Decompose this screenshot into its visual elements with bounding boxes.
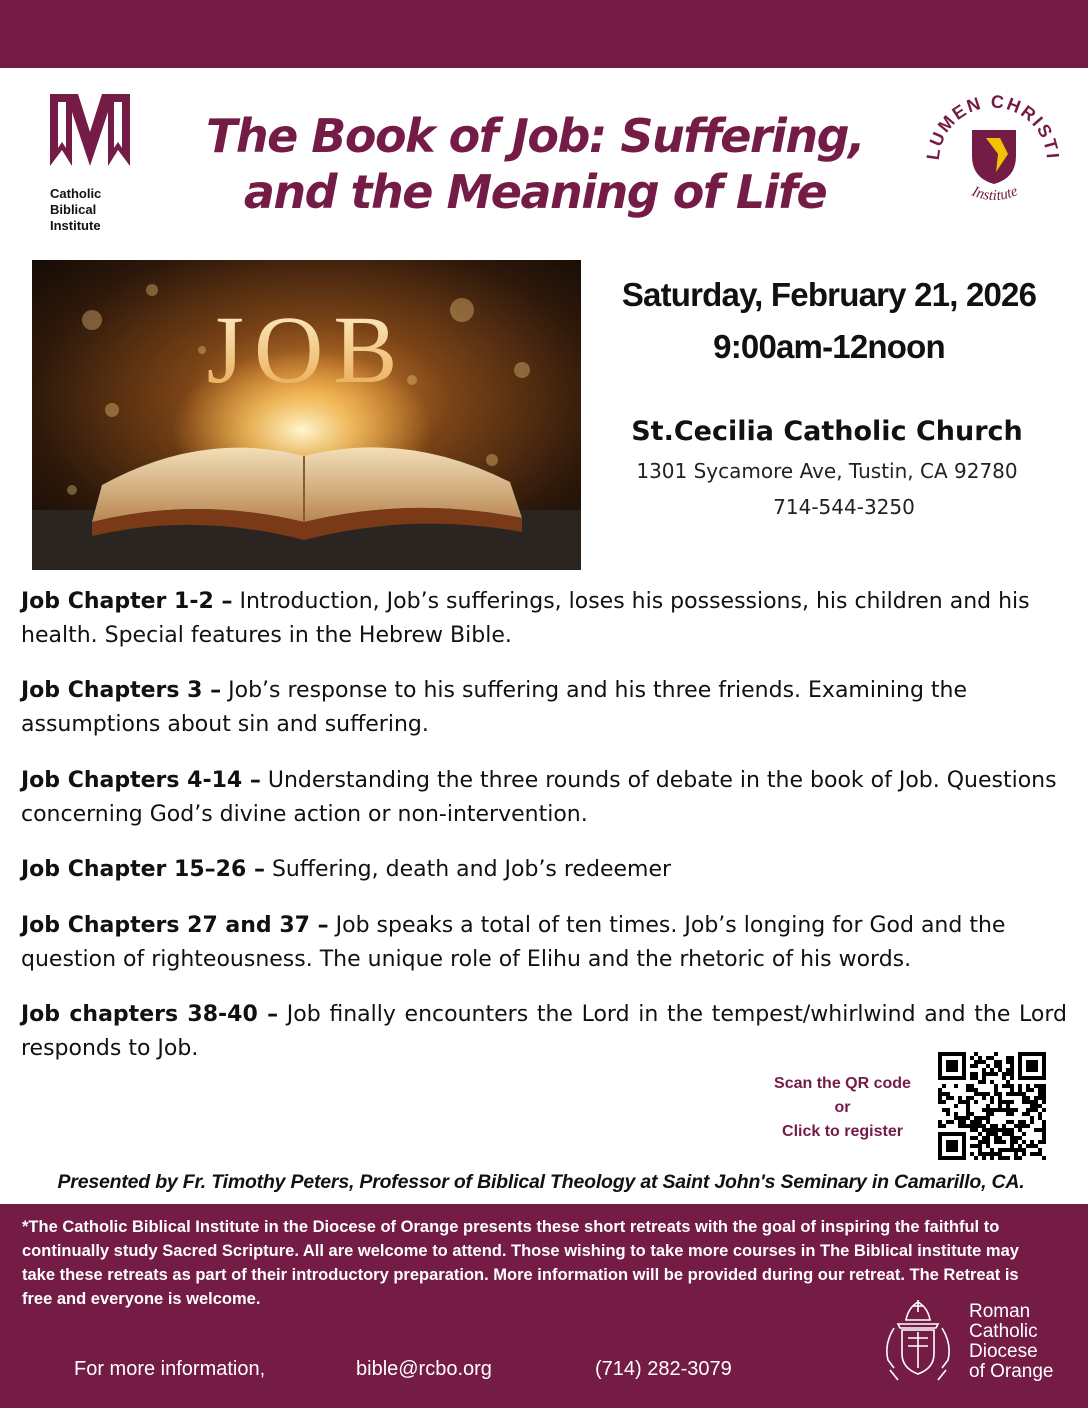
cbi-name-line: Institute: [50, 218, 101, 233]
seal-top-text: LUMEN CHRISTI: [922, 91, 1064, 162]
event-time: 9:00am-12noon: [713, 328, 945, 365]
chapter-description: Job’s response to his suffering and his three friends. Examining the assumptions about sin and suffering.: [21, 678, 968, 737]
cbi-mark-icon: [48, 92, 132, 178]
lumen-christi-seal: [918, 84, 1066, 214]
venue-address: 1301 Sycamore Ave, Tustin, CA 92780: [636, 459, 1018, 483]
venue-phone: 714-544-3250: [773, 495, 915, 519]
hero-image: [32, 260, 581, 570]
chapter-item: [21, 853, 1067, 887]
chapter-heading: Job Chapter 15–26 –: [21, 857, 265, 882]
qr-scan-label[interactable]: Scan the QR code: [774, 1075, 911, 1092]
title-line-1: The Book of Job: Suffering,: [205, 109, 865, 163]
page-title: [150, 108, 920, 220]
diocese-name-line: Diocese: [969, 1341, 1038, 1362]
diocese-crest-icon: [880, 1298, 956, 1382]
chapter-list: [21, 585, 1067, 1066]
chapter-item: [21, 585, 1067, 653]
footer-info-label: For more information,: [74, 1358, 266, 1380]
title-line-2: and the Meaning of Life: [243, 165, 827, 219]
chapter-heading: Job Chapters 3 –: [21, 678, 222, 703]
footer-phone: (714) 282-3079: [595, 1358, 732, 1380]
chapter-item: [21, 998, 1067, 1066]
chapter-heading: Job Chapter 1-2 –: [21, 589, 233, 614]
chapter-description: Understanding the three rounds of debate in the book of Job. Questions concerning God’s divine action or non-intervention.: [21, 768, 1057, 827]
chapter-item: [21, 674, 1067, 742]
chapter-description: Introduction, Job’s sufferings, loses his possessions, his children and his health. Special features in the Hebrew Bible.: [21, 589, 1030, 648]
qr-code[interactable]: [938, 1052, 1046, 1160]
cbi-logo: [48, 92, 138, 237]
diocese-name: [969, 1302, 1054, 1382]
presenter-credit: Presented by Fr. Timothy Peters, Professor of Biblical Theology at Saint John's Seminary in Camarillo, CA.: [57, 1171, 1025, 1193]
hero-word: JOB: [206, 296, 408, 403]
register-callout[interactable]: [745, 1072, 940, 1144]
chapter-item: [21, 764, 1067, 832]
disclaimer-text: *The Catholic Biblical Institute in the Diocese of Orange presents these short retreats with the goal of inspiring the faithful to continually study Sacred Scripture. All are welcome to attend. Those wishing to take more courses in The Biblical institute may take these retreats as part of their introductory preparation. More information will be provided during our retreat. The Retreat is free and everyone is welcome.: [22, 1218, 1019, 1308]
chapter-description: Suffering, death and Job’s redeemer: [264, 857, 672, 882]
chapter-heading: Job chapters 38-40 –: [21, 1002, 279, 1027]
event-date: Saturday, February 21, 2026: [621, 276, 1037, 313]
diocese-name-line: Roman: [969, 1301, 1031, 1322]
top-banner: [0, 0, 1088, 68]
diocese-name-line: of Orange: [969, 1361, 1054, 1382]
chapter-item: [21, 909, 1067, 977]
venue-name: St.Cecilia Catholic Church: [631, 416, 1023, 447]
chapter-heading: Job Chapters 4-14 –: [21, 768, 261, 793]
footer-email-link[interactable]: bible@rcbo.org: [356, 1358, 492, 1380]
qr-or-label: or: [834, 1099, 851, 1116]
cbi-name-line: Biblical: [50, 202, 97, 217]
cbi-name-line: Catholic: [50, 186, 102, 201]
cbi-name: [50, 186, 101, 234]
chapter-description: Job finally encounters the Lord in the tempest/whirlwind and the Lord responds to Job.: [21, 1002, 1067, 1061]
svg-text:Institute: [969, 183, 1021, 204]
chapter-heading: Job Chapters 27 and 37 –: [21, 913, 329, 938]
diocese-name-line: Catholic: [969, 1321, 1038, 1342]
chapter-description: Job speaks a total of ten times. Job’s longing for God and the question of righteousness. The unique role of Elihu and the rhetoric of his words.: [21, 913, 1006, 972]
seal-bottom-text: Institute: [969, 183, 1021, 205]
register-link[interactable]: Click to register: [782, 1123, 903, 1140]
